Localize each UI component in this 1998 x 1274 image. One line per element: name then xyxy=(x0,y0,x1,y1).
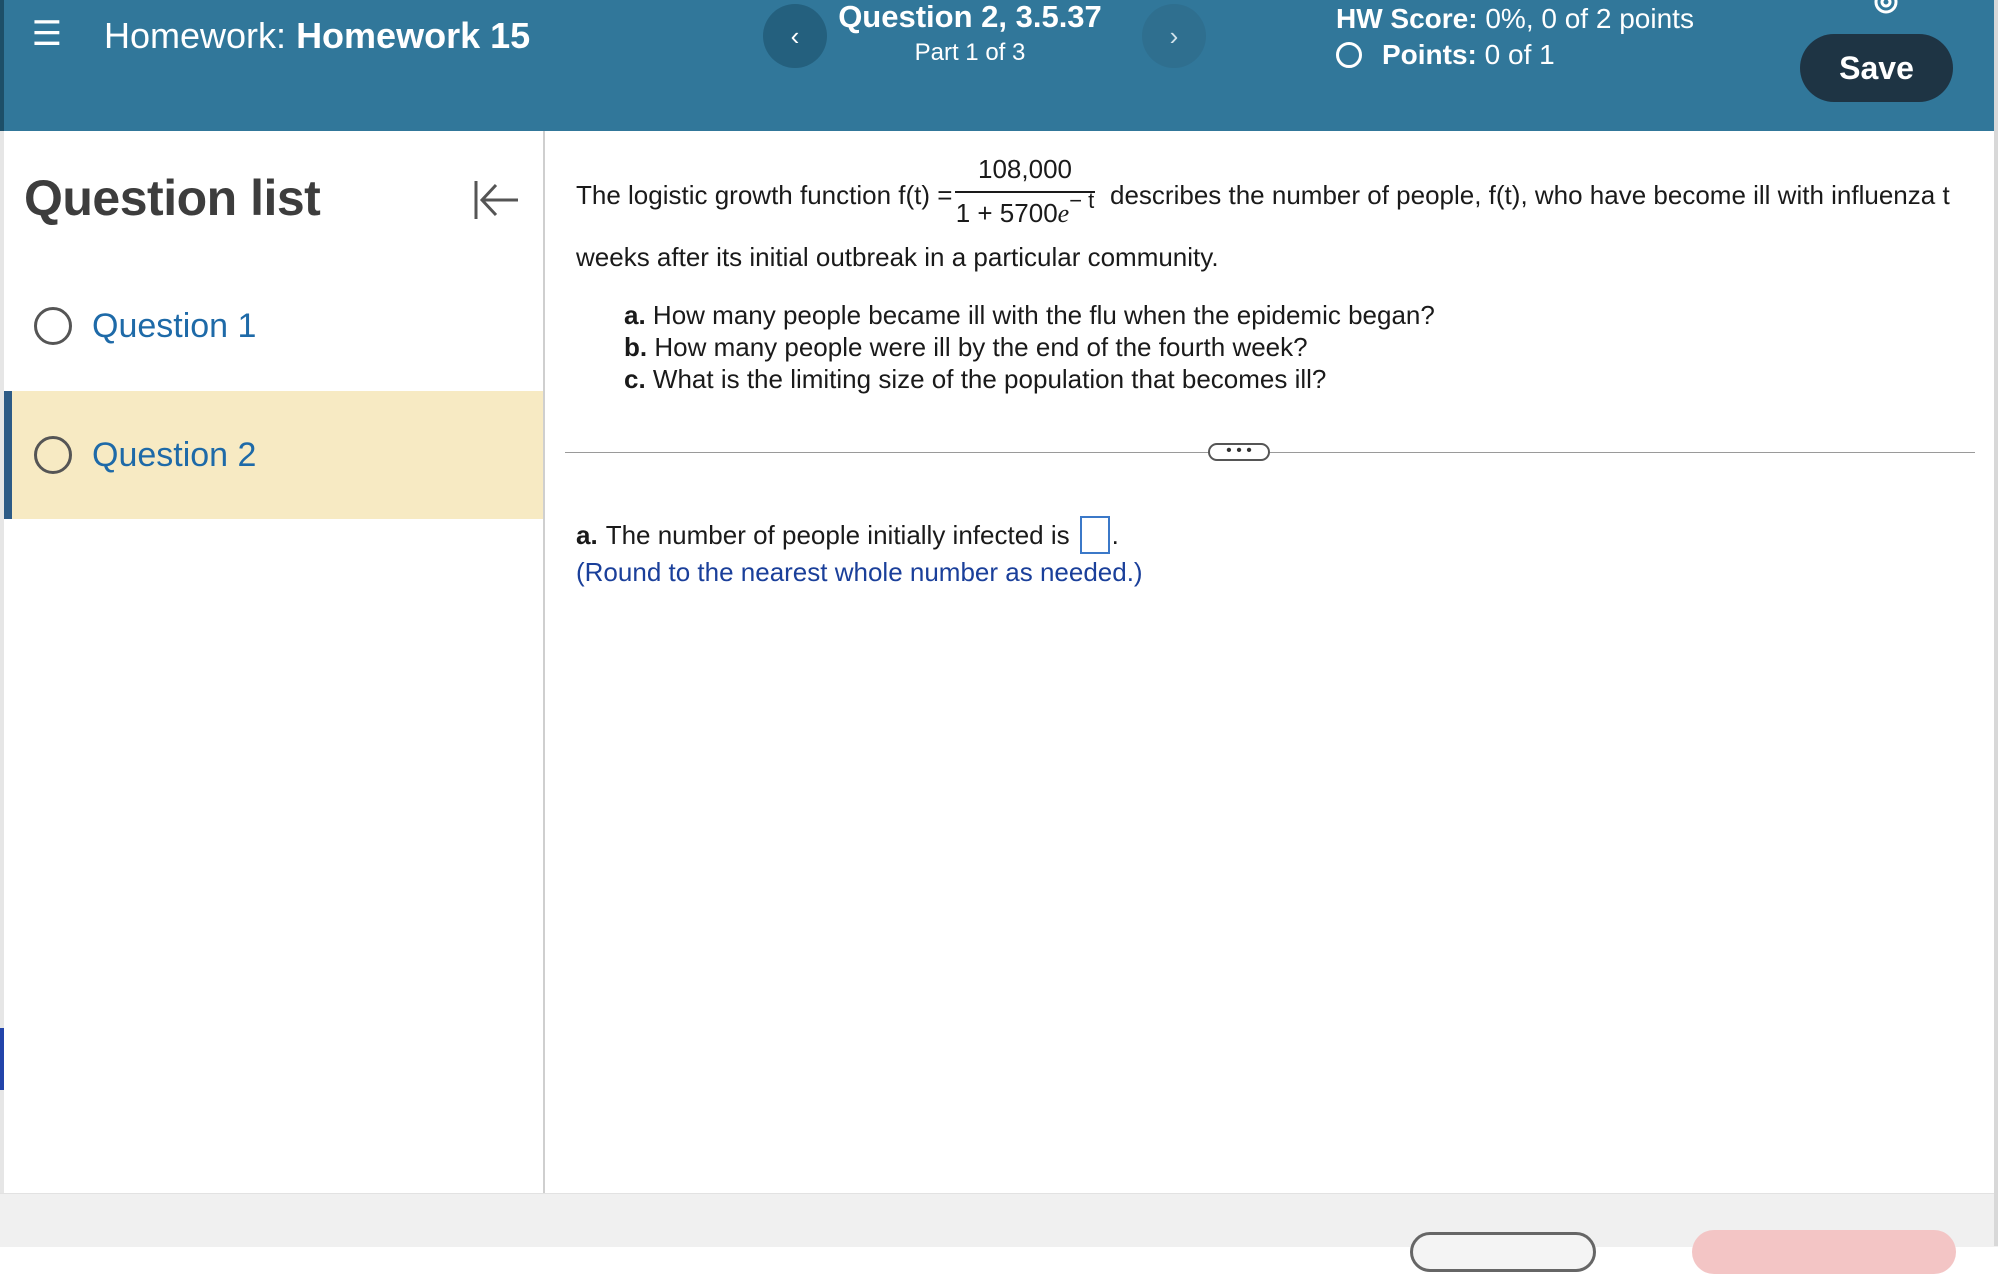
question-list-item-1[interactable] xyxy=(4,262,543,390)
top-bar xyxy=(0,0,1998,131)
chevron-right-icon: › xyxy=(1169,20,1179,51)
question-part: Part 1 of 3 xyxy=(914,39,1026,66)
chevron-left-icon: ‹ xyxy=(790,20,800,51)
denominator-exponent: − t xyxy=(1069,188,1095,213)
points-status-icon xyxy=(1336,42,1362,68)
menu-icon[interactable]: ☰ xyxy=(31,15,63,53)
question-list-panel xyxy=(0,131,545,1193)
window-edge xyxy=(1994,0,1998,1246)
hw-score-label: HW Score: xyxy=(1336,3,1478,34)
answer-line xyxy=(576,515,1119,555)
divider xyxy=(565,452,1975,453)
rounding-hint: (Round to the nearest whole number as needed.) xyxy=(576,557,1143,587)
expand-ellipsis-button[interactable]: • • • xyxy=(1208,443,1270,461)
homework-prefix: Homework: xyxy=(104,15,287,56)
active-indicator xyxy=(4,391,12,519)
sub-question-list xyxy=(624,299,1435,395)
fraction xyxy=(955,153,1095,231)
next-question-button[interactable] xyxy=(1142,4,1206,68)
answer-trailing: . xyxy=(1111,520,1119,550)
sub-question-a: a. How many people became ill with the flu when the epidemic began? xyxy=(624,300,1435,330)
denominator-base: 1 + 5700 xyxy=(955,198,1058,228)
problem-intro-cont: describes the number of people, f(t), who have become ill with influenza t xyxy=(1110,180,1950,210)
hw-score xyxy=(1336,2,1694,36)
question-link-label: Question 1 xyxy=(92,307,257,345)
problem-intro: The logistic growth function f(t) = xyxy=(576,180,953,210)
header-edge xyxy=(0,0,4,131)
question-status-icon xyxy=(34,436,72,474)
collapse-panel-icon[interactable] xyxy=(472,175,522,225)
sub-question-c: c. What is the limiting size of the population that becomes ill? xyxy=(624,364,1327,394)
question-title: Question 2, 3.5.37 xyxy=(838,0,1102,34)
sub-question-b: b. How many people were ill by the end of the fourth week? xyxy=(624,332,1308,362)
gear-icon[interactable] xyxy=(1870,0,1902,18)
homework-name: Homework 15 xyxy=(296,15,531,56)
question-link-label: Question 2 xyxy=(92,436,257,474)
fraction-denominator xyxy=(955,188,1095,231)
answer-input[interactable] xyxy=(1080,516,1110,554)
denominator-e: e xyxy=(1057,199,1070,228)
answer-letter: a. xyxy=(576,520,598,550)
question-status-icon xyxy=(34,307,72,345)
fraction-numerator: 108,000 xyxy=(978,154,1072,184)
points-value: 0 of 1 xyxy=(1484,39,1555,70)
question-content xyxy=(545,131,1998,1193)
save-button[interactable]: Save xyxy=(1800,34,1953,102)
hw-score-value: 0%, 0 of 2 points xyxy=(1485,3,1694,34)
edge-mark xyxy=(0,1028,4,1090)
answer-text: The number of people initially infected is xyxy=(605,520,1070,550)
footer-secondary-button[interactable] xyxy=(1410,1232,1596,1272)
points xyxy=(1336,38,1555,72)
problem-intro-line2: weeks after its initial outbreak in a particular community. xyxy=(576,242,1219,272)
homework-title xyxy=(104,14,530,58)
check-answer-button[interactable] xyxy=(1692,1230,1956,1274)
question-list-item-2[interactable] xyxy=(4,391,543,519)
points-label: Points: xyxy=(1382,39,1477,70)
footer-bar xyxy=(0,1193,1998,1247)
question-list-title: Question list xyxy=(24,170,321,226)
